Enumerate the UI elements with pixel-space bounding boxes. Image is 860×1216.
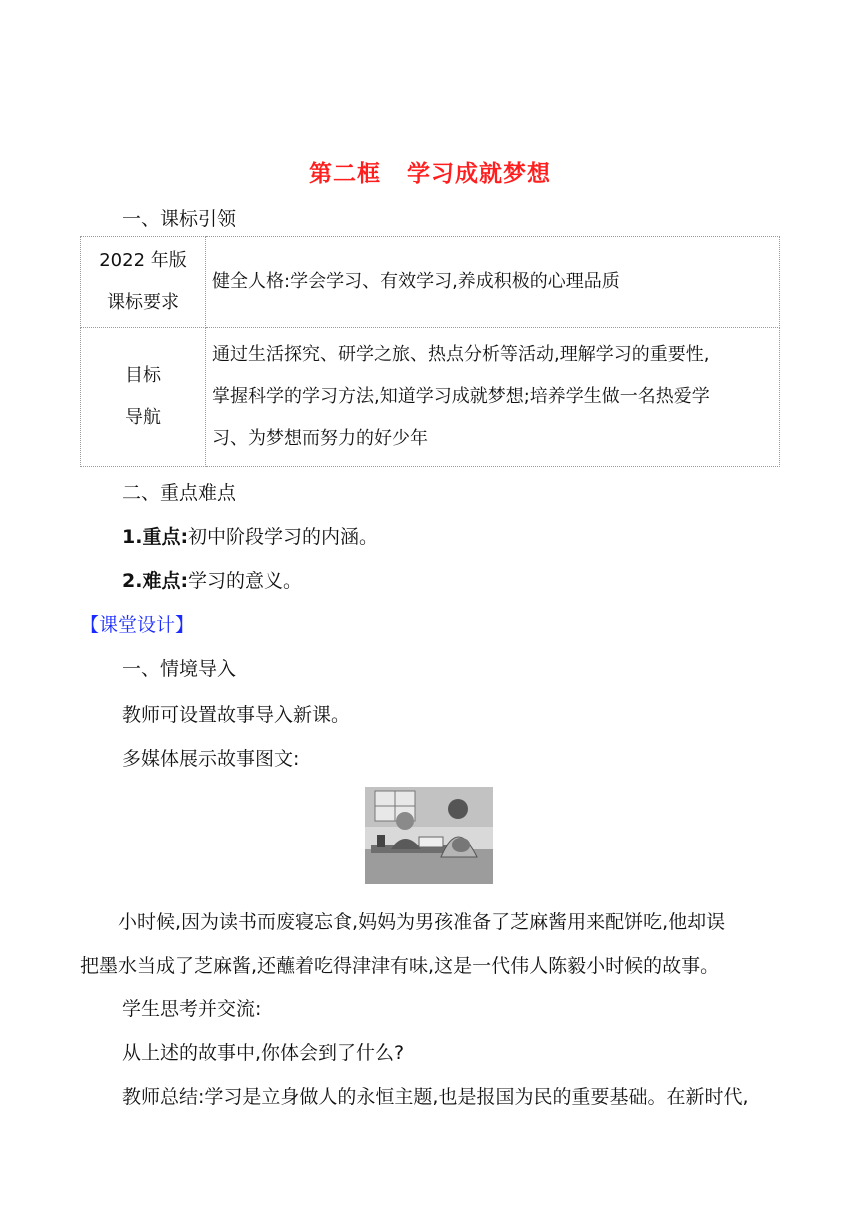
multimedia-caption: 多媒体展示故事图文: — [122, 748, 300, 770]
table-content-cell — [206, 328, 780, 467]
teacher-intro: 教师可设置故事导入新课。 — [122, 704, 351, 726]
label-line: 导航 — [125, 407, 161, 428]
curriculum-table — [80, 236, 780, 467]
title-part2: 学习成就梦想 — [407, 161, 551, 187]
label-line: 目标 — [125, 365, 161, 386]
table-label-cell — [81, 328, 206, 467]
story-illustration — [365, 787, 493, 884]
difficult-point — [122, 566, 302, 593]
content-line: 掌握科学的学习方法,知道学习成就梦想;培养学生做一名热爱学 — [212, 386, 710, 407]
key-point-text: 初中阶段学习的内涵。 — [188, 526, 379, 548]
content-line: 健全人格:学会学习、有效学习,养成积极的心理品质 — [212, 271, 620, 292]
teacher-summary: 教师总结:学习是立身做人的永恒主题,也是报国为民的重要基础。在新时代, — [122, 1086, 749, 1108]
title-part1: 第二框 — [309, 161, 381, 187]
page-title — [0, 155, 860, 188]
key-point — [122, 522, 378, 549]
section1-heading: 一、课标引领 — [122, 208, 237, 230]
story-line: 把墨水当成了芝麻酱,还蘸着吃得津津有味,这是一代伟人陈毅小时候的故事。 — [80, 955, 720, 977]
table-label-cell — [81, 237, 206, 328]
situation-heading: 一、情境导入 — [122, 658, 237, 680]
table-row — [81, 328, 780, 467]
content-line: 习、为梦想而努力的好少年 — [212, 428, 428, 449]
question: 从上述的故事中,你体会到了什么? — [122, 1042, 405, 1064]
table-content-cell — [206, 237, 780, 328]
section2-heading: 二、重点难点 — [122, 482, 237, 504]
content-line: 通过生活探究、研学之旅、热点分析等活动,理解学习的重要性, — [212, 344, 710, 365]
story-paragraph — [80, 900, 780, 988]
story-line: 小时候,因为读书而废寝忘食,妈妈为男孩准备了芝麻酱用来配饼吃,他却误 — [118, 911, 726, 933]
difficult-point-label: 2.难点: — [122, 570, 189, 592]
label-line: 课标要求 — [107, 292, 179, 313]
key-point-label: 1.重点: — [122, 526, 189, 548]
table-row — [81, 237, 780, 328]
difficult-point-text: 学习的意义。 — [188, 570, 303, 592]
student-think: 学生思考并交流: — [122, 998, 262, 1020]
label-line: 2022 年版 — [99, 250, 187, 271]
classroom-design-heading: 【课堂设计】 — [80, 614, 195, 636]
